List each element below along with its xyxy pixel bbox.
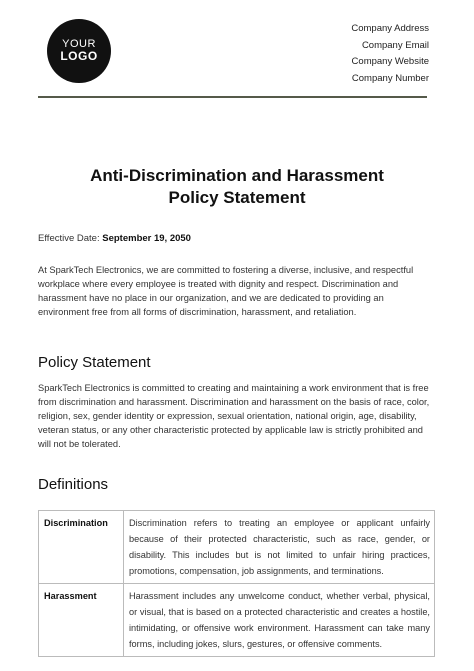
policy-statement-paragraph: SparkTech Electronics is committed to creating and maintaining a work environment that is free from discrimination and harassment. Discrimination and harassment on the basis of race, color, religion, sex, gender identity or expression, sexual orientation, national origin, age, disability, veteran status, or any other characteristic protected by applicable law is strictly prohibited and will not be tolerated. bbox=[38, 383, 430, 449]
table-row bbox=[39, 584, 435, 657]
intro-paragraph: At SparkTech Electronics, we are committed to fostering a diverse, inclusive, and respectful workplace where every employee is treated with dignity and respect. Discrimination and harassment have no place in our organization, and we are dedicated to providing an environment free from all forms of discrimination, harassment, and retaliation. bbox=[38, 265, 414, 317]
logo-text-your: YOUR bbox=[62, 37, 96, 50]
document-title bbox=[30, 165, 444, 209]
company-address: Company Address bbox=[351, 23, 429, 34]
effective-date-value: September 19, 2050 bbox=[102, 233, 191, 244]
header-divider bbox=[38, 96, 427, 98]
effective-date-label: Effective Date: bbox=[38, 233, 100, 244]
definition-term: Harassment bbox=[39, 584, 124, 657]
table-row bbox=[39, 511, 435, 584]
document-title-line-2: Policy Statement bbox=[168, 188, 306, 207]
document-title-line-1: Anti-Discrimination and Harassment bbox=[90, 166, 384, 185]
company-number: Company Number bbox=[351, 72, 429, 84]
company-email: Company Email bbox=[361, 39, 429, 51]
definition-term: Discrimination bbox=[39, 511, 124, 584]
effective-date bbox=[38, 233, 191, 244]
definitions-heading: Definitions bbox=[38, 476, 109, 493]
definition-text: Harassment includes any unwelcome conduct, whether verbal, physical, or visual, that is based on a protected characteristic and creates a hostile, intimidating, or offensive work environment. Harassment can take many forms, including jokes, slurs, gestures, or offensive comments. bbox=[124, 584, 435, 657]
definitions-table bbox=[38, 510, 435, 657]
logo-text-logo: LOGO bbox=[60, 49, 98, 64]
policy-statement-heading: Policy Statement bbox=[38, 354, 151, 371]
company-website: Company Website bbox=[351, 56, 429, 67]
company-logo bbox=[47, 19, 111, 83]
definition-text: Discrimination refers to treating an employee or applicant unfairly because of their protected characteristic, such as race, gender, or disability. This includes but is not limited to unfair hiring practices, promotions, compensation, job assignments, and terminations. bbox=[124, 511, 435, 584]
company-info bbox=[351, 21, 429, 87]
